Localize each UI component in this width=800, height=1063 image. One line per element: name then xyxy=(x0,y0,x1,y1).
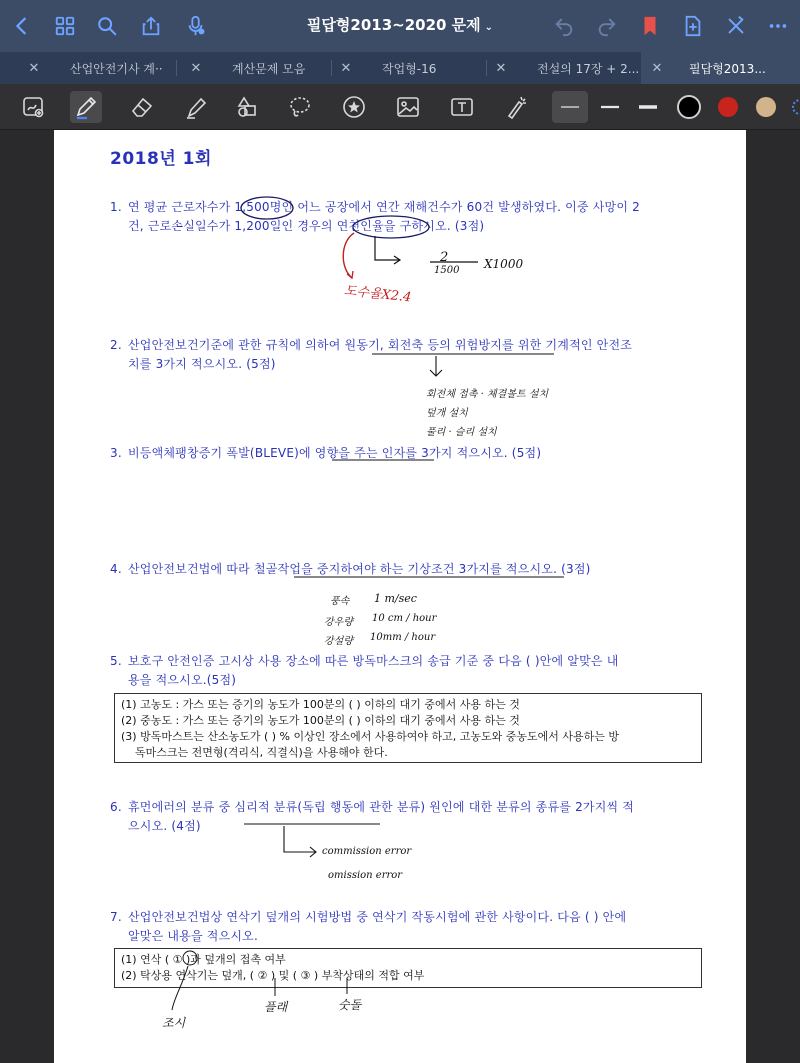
question-6: 6. 휴먼에러의 분류 중 심리적 분류(독립 행동에 관한 분류) 원인에 대한 분류의 종류를 2가지씩 적 으시오. (4점) xyxy=(110,800,635,833)
page-heading: 2018년 1회 xyxy=(110,149,212,169)
more-icon[interactable] xyxy=(766,14,790,38)
hw-q7-note-3: 숫돌 xyxy=(338,998,362,1012)
eraser-icon[interactable] xyxy=(126,91,158,123)
redo-icon[interactable] xyxy=(595,14,619,38)
question-5: 5. 보호구 안전인증 고시상 사용 장소에 따른 방독마스크의 송급 기준 중 다음 ( )안에 알맞은 내 용을 적으시오.(5점) xyxy=(110,654,619,687)
question-7-box: (1) 연삭 ( ① )과 덮개의 접촉 여부 (2) 탁상용 연삭기는 덮개, ( ② ) 및 ( ③ ) 부착상태의 적합 여부 xyxy=(114,948,702,988)
hw-multiplier: X1000 xyxy=(484,257,524,271)
document-title[interactable]: 필답형2013~2020 문제 ⌄ xyxy=(306,16,494,34)
tab-0[interactable]: ✕ 산업안전기사 계·· xyxy=(0,52,165,84)
hw-red-note: 도수율X2.4 xyxy=(343,283,412,306)
stroke-thin-icon[interactable] xyxy=(552,91,588,123)
question-3: 3. 비등액체팽창증기 폭발(BLEVE)에 영향을 주는 인자를 3가지 적으시오. (5점) xyxy=(110,446,542,460)
stroke-thick-icon[interactable] xyxy=(632,91,664,123)
question-2: 2. 산업안전보건기준에 관한 규칙에 의하여 원동기, 회전축 등의 위험방지를 위한 기계적인 안전조 치를 3가지 적으시오. (5점) xyxy=(110,338,633,371)
tab-close-icon[interactable]: ✕ xyxy=(190,60,202,76)
tab-close-icon[interactable]: ✕ xyxy=(495,60,507,76)
tab-3[interactable]: ✕ 전설의 17장 + 2... xyxy=(486,52,641,84)
hw-q4-value-2: 10 cm / hour xyxy=(372,613,437,624)
tab-1[interactable]: ✕ 계산문제 모음 xyxy=(176,52,331,84)
image-icon[interactable] xyxy=(392,91,424,123)
close-icon[interactable] xyxy=(724,14,748,38)
undo-icon[interactable] xyxy=(552,14,576,38)
question-1: 1. 연 평균 근로자수가 1,500명인 어느 공장에서 연간 재해건수가 60건 발생하였다. 이중 사망이 2 건, 근로손실일수가 1,200일인 경우의 연천인율을 구하시오. (3점) xyxy=(110,200,640,233)
bookmark-icon[interactable] xyxy=(638,14,662,38)
share-icon[interactable] xyxy=(139,14,163,38)
title-bar xyxy=(0,0,800,52)
color-black-swatch[interactable] xyxy=(677,95,701,119)
hw-q4-label-1: 풍속 xyxy=(330,596,350,607)
hw-q2-note-1: 회전체 접촉 · 체결볼트 설치 xyxy=(426,389,549,400)
hw-q2-note-3: 풀리 · 슬리 설치 xyxy=(426,427,497,438)
mic-icon[interactable] xyxy=(184,14,208,38)
grid-icon[interactable] xyxy=(53,14,77,38)
search-icon[interactable] xyxy=(95,14,119,38)
text-icon[interactable] xyxy=(446,91,478,123)
lasso-zoom-icon[interactable] xyxy=(18,91,50,123)
hw-fraction-numerator: 2 xyxy=(440,250,449,265)
lasso-icon[interactable] xyxy=(284,91,316,123)
hw-q4-value-3: 10mm / hour xyxy=(370,632,436,643)
color-tan-swatch[interactable] xyxy=(756,97,776,117)
tab-bar xyxy=(0,52,800,84)
chevron-left-icon[interactable] xyxy=(10,14,34,38)
hw-q7-note-2: 플래 xyxy=(264,1000,288,1014)
stroke-medium-icon[interactable] xyxy=(594,91,626,123)
add-page-icon[interactable] xyxy=(681,14,705,38)
tab-4-active[interactable]: ✕ 필답형2013... xyxy=(641,52,800,84)
color-red-swatch[interactable] xyxy=(718,97,738,117)
hw-fraction-denominator: 1500 xyxy=(434,265,460,276)
annotation-toolbar xyxy=(0,84,800,130)
hw-q6-note-1: commission error xyxy=(322,846,412,857)
sticker-icon[interactable] xyxy=(338,91,370,123)
tab-2[interactable]: ✕ 작업형-16 xyxy=(331,52,486,84)
tab-close-icon[interactable]: ✕ xyxy=(28,60,40,76)
pen-icon[interactable] xyxy=(70,91,102,123)
hw-q2-note-2: 덮개 설치 xyxy=(426,408,468,419)
question-5-box: (1) 고농도 : 가스 또는 증기의 농도가 100분의 ( ) 이하의 대기 중에서 사용 하는 것 (2) 중농도 : 가스 또는 증기의 농도가 100분의 ( ) 이하의 대기 중에서 사용 하는 것 (3) 방독마스트는 산소농도가 ( ) % 이상인 장소에서 사용하여야 하고, 고농도와 중농도에서 사용하는 방 독마스크는 전면형(격리식, 직결식)을 사용해야 한다. xyxy=(114,693,702,763)
color-more-swatch[interactable] xyxy=(792,99,800,115)
tab-close-icon[interactable]: ✕ xyxy=(651,60,663,76)
laser-icon[interactable] xyxy=(500,91,532,123)
question-7: 7. 산업안전보건법상 연삭기 덮개의 시험방법 중 연삭기 작동시험에 관한 사항이다. 다음 ( ) 안에 알맞은 내용을 적으시오. xyxy=(110,910,627,943)
hw-q7-note-1: 조시 xyxy=(162,1016,186,1030)
hw-q4-label-3: 강설량 xyxy=(324,636,353,647)
highlighter-icon[interactable] xyxy=(180,91,212,123)
hw-q6-note-2: omission error xyxy=(328,870,403,881)
shapes-icon[interactable] xyxy=(232,91,264,123)
tab-close-icon[interactable]: ✕ xyxy=(340,60,352,76)
hw-q4-value-1: 1 m/sec xyxy=(374,592,417,605)
hw-q4-label-2: 강우량 xyxy=(324,617,353,628)
document-page[interactable] xyxy=(54,130,746,1063)
question-4: 4. 산업안전보건법에 따라 철골작업을 중지하여야 하는 기상조건 3가지를 적으시오. (3점) xyxy=(110,562,591,576)
